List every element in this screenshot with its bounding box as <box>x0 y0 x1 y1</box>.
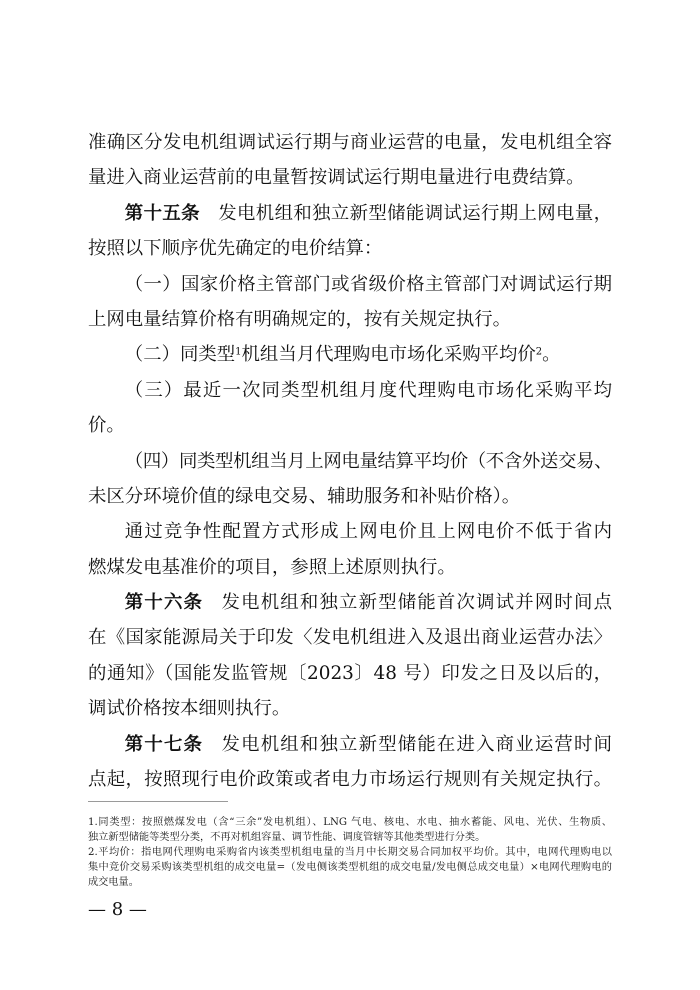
text-line: 点起，按照现行电价政策或者电力市场运行规则有关规定执行。 <box>88 769 612 791</box>
text-line: 量进入商业运营前的电量暂按调试运行期电量进行电费结算。 <box>88 167 585 189</box>
footnote-2 <box>88 845 612 890</box>
article-line <box>88 196 612 231</box>
list-item-1 <box>88 267 612 338</box>
paragraph <box>88 514 612 585</box>
article-line <box>88 727 612 762</box>
text-line: 未区分环境价值的绿电交易、辅助服务和补贴价格）。 <box>88 485 521 507</box>
footnote-line: 1.同类型：按照燃煤发电（含“三余”发电机组）、LNG 气电、核电、水电、抽水蓄能、风电、光伏、生物质、 <box>88 817 612 828</box>
footnote-ref-1: 1 <box>235 346 242 358</box>
article-16-number: 第十六条 <box>124 592 204 614</box>
article-line <box>88 585 612 620</box>
article-16-paragraph <box>88 585 612 727</box>
footnote-line: 成交电量。 <box>88 877 139 888</box>
footnote-separator <box>88 801 228 802</box>
text-segment: 发电机组和独立新型储能首次调试并网时间点 <box>221 592 612 614</box>
text-line: 准确区分发电机组调试运行期与商业运营的电量，发电机组全容 <box>88 132 612 153</box>
article-15-paragraph <box>88 196 612 267</box>
text-line: 在《国家能源局关于印发〈发电机组进入及退出商业运营办法〉 <box>88 627 612 649</box>
article-15-number: 第十五条 <box>124 202 200 224</box>
text-segment: 机组当月代理购电市场化采购平均价 <box>241 344 536 366</box>
text-line: （一）国家价格主管部门或省级价格主管部门对调试运行期 <box>124 273 612 295</box>
article-17-number: 第十七条 <box>124 733 204 755</box>
footnote-line: 集中竞价交易采购该类型机组的成交电量=（发电侧该类型机组的成交电量/发电侧总成交电量）×电网代理购电的 <box>88 862 612 873</box>
text-line: （四）同类型机组当月上网电量结算平均价（不含外送交易、 <box>124 450 612 472</box>
text-line: 通过竞争性配置方式形成上网电价且上网电价不低于省内 <box>124 521 612 543</box>
text-segment: 发电机组和独立新型储能在进入商业运营时间 <box>221 733 612 755</box>
article-17-paragraph <box>88 727 612 798</box>
paragraph <box>88 125 612 196</box>
list-item-4 <box>88 444 612 515</box>
footnote-line: 2.平均价：指电网代理购电采购省内该类型机组电量的当月中长期交易合同加权平均价。其中，电网代理购电以 <box>88 847 612 858</box>
footnote-ref-2: 2 <box>535 346 543 358</box>
text-segment: （二）同类型 <box>124 344 236 366</box>
text-line: 价。 <box>88 415 125 437</box>
text-segment: 发电机组和独立新型储能调试运行期上网电量， <box>218 202 612 224</box>
text-segment: 。 <box>542 344 561 366</box>
list-item-3 <box>88 373 612 444</box>
text-line: 按照以下顺序优先确定的电价结算： <box>88 238 383 260</box>
text-line <box>88 337 612 372</box>
footnote-line: 独立新型储能等类型分类，不再对机组容量、调节性能、调度管辖等其他类型进行分类。 <box>88 832 486 843</box>
footnotes <box>88 815 612 890</box>
text-line: 的通知》（国能发监管规〔2023〕48 号）印发之日及以后的， <box>88 662 612 684</box>
text-line: 上网电量结算价格有明确规定的，按有关规定执行。 <box>88 308 511 330</box>
document-body <box>88 125 612 797</box>
page-number: — 8 — <box>88 899 147 920</box>
text-line: 燃煤发电基准价的项目，参照上述原则执行。 <box>88 556 456 578</box>
text-line: 调试价格按本细则执行。 <box>88 698 291 720</box>
text-line: （三）最近一次同类型机组月度代理购电市场化采购平均 <box>124 379 612 401</box>
footnote-1 <box>88 815 612 845</box>
list-item-2 <box>88 337 612 372</box>
